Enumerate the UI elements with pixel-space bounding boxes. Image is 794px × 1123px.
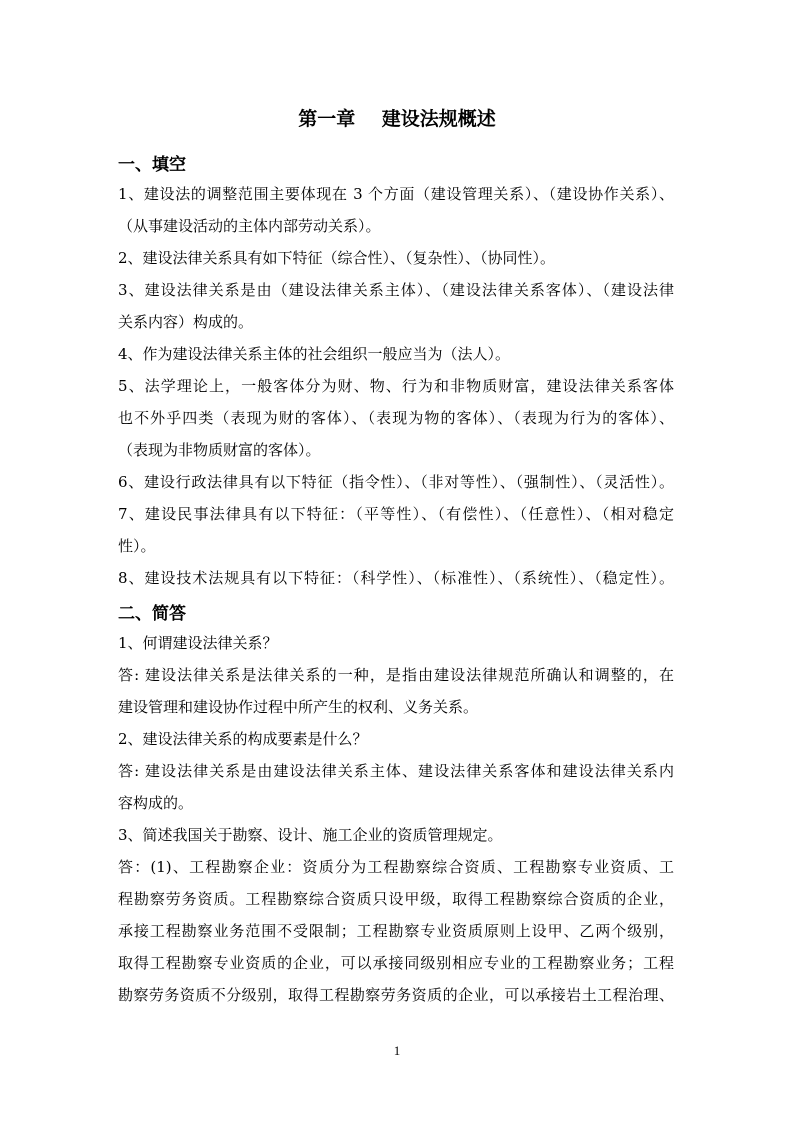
question-line: 1、何谓建设法律关系？ bbox=[118, 634, 278, 652]
page-number: 1 bbox=[393, 1043, 401, 1058]
answer-line: 程勘察劳务资质。工程勘察综合资质只设甲级，取得工程勘察综合资质的企业， bbox=[118, 890, 674, 908]
answer-line: 答：(1)、工程勘察企业：资质分为工程勘察综合资质、工程勘察专业资质、工 bbox=[118, 858, 674, 876]
section-heading-fill-blank: 一、填空 bbox=[118, 155, 186, 175]
paragraph-line: 7、建设民事法律具有以下特征：（平等性）、（有偿性）、（任意性）、（相对稳定 bbox=[118, 505, 674, 523]
paragraph-line: （表现为非物质财富的客体）。 bbox=[118, 441, 321, 459]
paragraph-line: 3、建设法律关系是由（建设法律关系主体）、（建设法律关系客体）、（建设法律 bbox=[118, 281, 674, 299]
paragraph-line: 也不外乎四类（表现为财的客体）、（表现为物的客体）、（表现为行为的客体）、 bbox=[118, 409, 674, 427]
chapter-title: 第一章 建设法规概述 bbox=[298, 108, 496, 130]
answer-line: 建设管理和建设协作过程中所产生的权利、义务关系。 bbox=[118, 698, 479, 716]
answer-line: 勘察劳务资质不分级别，取得工程勘察劳务资质的企业，可以承接岩土工程治理、 bbox=[118, 986, 674, 1004]
paragraph-line: （从事建设活动的主体内部劳动关系）。 bbox=[118, 217, 381, 235]
answer-line: 答: 建设法律关系是由建设法律关系主体、建设法律关系客体和建设法律关系内 bbox=[118, 762, 674, 780]
section-heading-short-answer: 二、简答 bbox=[118, 604, 186, 624]
question-line: 2、建设法律关系的构成要素是什么？ bbox=[118, 730, 368, 748]
question-line: 3、简述我国关于勘察、设计、施工企业的资质管理规定。 bbox=[118, 826, 503, 844]
paragraph-line: 6、建设行政法律具有以下特征（指令性）、（非对等性）、（强制性）、（灵活性）。 bbox=[118, 473, 674, 491]
paragraph-line: 5、法学理论上，一般客体分为财、物、行为和非物质财富，建设法律关系客体 bbox=[118, 377, 674, 395]
answer-line: 取得工程勘察专业资质的企业，可以承接同级别相应专业的工程勘察业务；工程 bbox=[118, 954, 674, 972]
paragraph-line: 关系内容）构成的。 bbox=[118, 313, 254, 331]
paragraph-line: 性）。 bbox=[118, 537, 156, 555]
paragraph-line: 4、作为建设法律关系主体的社会组织一般应当为（法人）。 bbox=[118, 345, 511, 363]
answer-line: 承接工程勘察业务范围不受限制；工程勘察专业资质原则上设甲、乙两个级别， bbox=[118, 922, 674, 940]
answer-line: 容构成的。 bbox=[118, 794, 194, 812]
paragraph-line: 2、建设法律关系具有如下特征（综合性）、（复杂性）、（协同性）。 bbox=[118, 249, 556, 267]
answer-line: 答: 建设法律关系是法律关系的一种，是指由建设法律规范所确认和调整的，在 bbox=[118, 666, 674, 684]
paragraph-line: 8、建设技术法规具有以下特征：（科学性）、（标准性）、（系统性）、（稳定性）。 bbox=[118, 569, 674, 587]
paragraph-line: 1、建设法的调整范围主要体现在 3 个方面（建设管理关系）、（建设协作关系）、 bbox=[118, 185, 674, 203]
